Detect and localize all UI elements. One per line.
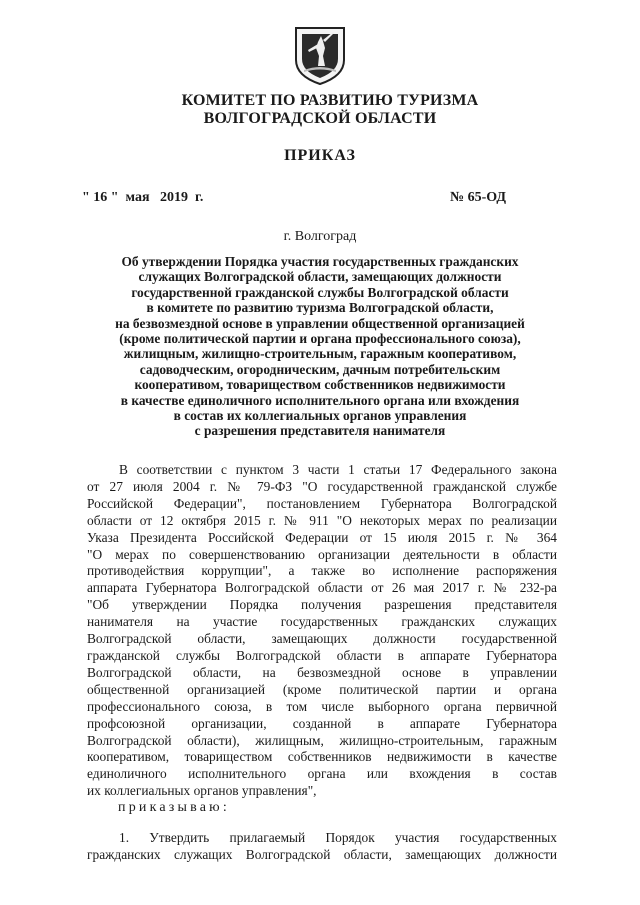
- body-line: их коллегиальных органов управления",: [87, 783, 317, 799]
- document-number: № 65-ОД: [450, 190, 507, 205]
- body-line: области от 12 октября 2015 г. № 911 "О некоторых мерах по реализации: [87, 512, 557, 528]
- body-line: гражданской службы Волгоградской области в аппарате Губернатора: [87, 647, 557, 663]
- title-line: жилищным, жилищно-строительным, гаражным кооперативом,: [123, 346, 517, 362]
- body-line: единоличного исполнительного органа или вхождения в состав: [87, 766, 557, 782]
- document-title: [90, 254, 550, 439]
- title-line: на безвозмездной основе в управлении общественной организацией: [115, 315, 525, 331]
- title-line: в состав их коллегиальных органов управления: [173, 408, 467, 424]
- body-line: профсоюзной организации, созданной в аппарате Губернатора: [87, 715, 557, 731]
- title-line: Об утверждении Порядка участия государственных гражданских: [121, 254, 519, 269]
- body-line: В соответствии с пунктом 3 части 1 статьи 17 Федерального закона: [119, 462, 557, 477]
- document-date: " 16 " мая 2019 г.: [82, 190, 204, 205]
- preamble-paragraph: [87, 462, 557, 800]
- coat-of-arms-emblem: [292, 26, 348, 86]
- point-line: гражданских служащих Волгоградской области, замещающих должности: [87, 847, 557, 862]
- title-line: государственной гражданской службы Волгоградской области: [131, 284, 509, 300]
- title-line: кооперативом, товариществом собственников недвижимости: [134, 377, 506, 393]
- body-line: Волгоградской области), жилищным, жилищно-строительным, гаражным: [87, 732, 557, 748]
- body-line: кооперативом, товариществом собственников недвижимости в качестве: [87, 749, 557, 765]
- body-line: Волгоградской области, замещающих должности государственной: [87, 631, 557, 647]
- body-line: противодействия коррупции", а также во исполнение распоряжения: [87, 563, 557, 579]
- title-line: в комитете по развитию туризма Волгоградской области,: [146, 300, 494, 316]
- title-line: в качестве единоличного исполнительного органа или вхождения: [120, 392, 520, 408]
- title-line: садоводческим, огородническим, дачным потребительским: [139, 361, 501, 377]
- title-line: с разрешения представителя нанимателя: [194, 423, 446, 439]
- body-line: Указа Президента Российской Федерации от 15 июля 2015 г. № 364: [87, 529, 557, 545]
- order-word: приказываю:: [118, 800, 230, 815]
- body-line: нанимателя на участие государственных гражданских служащих: [87, 614, 557, 630]
- body-line: общественной организацией (кроме политической партии и органа: [87, 681, 557, 697]
- body-line: профессионального союза, в том числе выборного органа первичной: [87, 698, 557, 714]
- body-line: аппарата Губернатора Волгоградской области от 26 мая 2017 г. № 232-ра: [87, 580, 557, 596]
- title-line: (кроме политической партии и органа профессионального союза),: [119, 331, 521, 347]
- title-line: служащих Волгоградской области, замещающих должности: [138, 269, 502, 285]
- body-line: "Об утверждении Порядка получения разрешения представителя: [87, 597, 557, 613]
- document-city: г. Волгоград: [283, 229, 357, 244]
- point-line: 1. Утвердить прилагаемый Порядок участия государственных: [119, 830, 557, 845]
- organization-name-line1: КОМИТЕТ ПО РАЗВИТИЮ ТУРИЗМА: [181, 92, 479, 109]
- order-point-1: [87, 829, 557, 863]
- document-type: ПРИКАЗ: [284, 147, 356, 164]
- body-line: "О мерах по совершенствованию организации деятельности в области: [87, 546, 557, 562]
- organization-name-line2: ВОЛГОГРАДСКОЙ ОБЛАСТИ: [203, 110, 437, 127]
- body-line: Российской Федерации", постановлением Губернатора Волгоградской: [87, 495, 557, 511]
- body-line: Волгоградской области, на безвозмездной основе в управлении: [87, 664, 557, 680]
- body-line: от 27 июля 2004 г. № 79-ФЗ "О государственной гражданской службе: [87, 478, 557, 494]
